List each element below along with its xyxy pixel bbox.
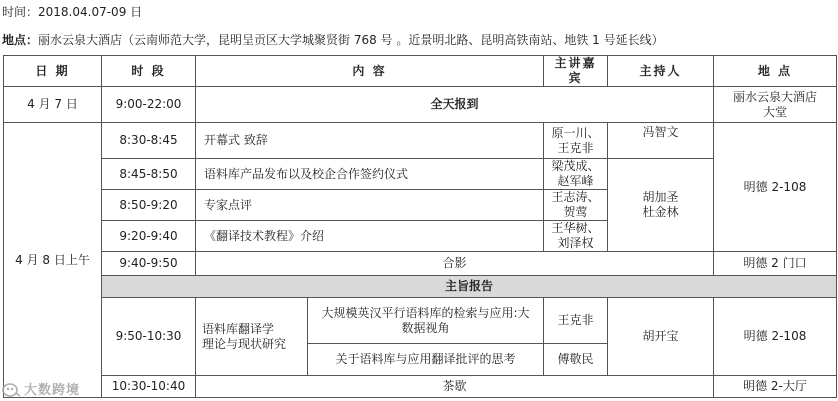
venue-line xyxy=(2,31,664,48)
header-speaker: 主讲嘉宾 xyxy=(544,56,608,87)
keynote-time: 9:50-10:30 xyxy=(102,298,196,376)
photo-content: 合影 xyxy=(196,252,714,276)
venue-label: 地点： xyxy=(2,33,39,47)
table-row xyxy=(4,159,837,190)
header-row xyxy=(4,56,837,87)
loc-a: 明德 2-108 xyxy=(714,123,837,252)
day1-time: 9:00-22:00 xyxy=(102,87,196,123)
row-content: 专家点评 xyxy=(196,190,544,221)
watermark xyxy=(2,379,80,399)
talk2-speaker: 傅敬民 xyxy=(544,344,608,376)
time-line xyxy=(2,3,142,20)
day1-date: 4 月 7 日 xyxy=(4,87,102,123)
row-time: 9:20-9:40 xyxy=(102,221,196,252)
watermark-logo-icon xyxy=(2,383,24,398)
header-date: 日 期 xyxy=(4,56,102,87)
day2-date: 4 月 8 日上午 xyxy=(4,123,102,398)
break-row xyxy=(4,376,837,398)
photo-time: 9:40-9:50 xyxy=(102,252,196,276)
time-value: 2018.04.07-09 日 xyxy=(38,5,143,19)
keynote-host: 胡开宝 xyxy=(608,298,714,376)
schedule-table xyxy=(3,55,837,398)
row-speaker: 王华树、刘泽权 xyxy=(544,221,608,252)
photo-location: 明德 2 门口 xyxy=(714,252,837,276)
host-b-line1: 胡加圣 xyxy=(642,190,679,204)
day1-content: 全天报到 xyxy=(196,87,714,123)
break-time: 10:30-10:40 xyxy=(102,376,196,398)
venue-value: 丽水云泉大酒店（云南师范大学，昆明呈贡区大学城聚贤街 768 号 。近景明北路、昆明高铁南站、地铁 1 号延长线） xyxy=(38,33,664,47)
host-b-line2: 杜金林 xyxy=(642,205,679,219)
header-location: 地 点 xyxy=(714,56,837,87)
break-content: 茶歇 xyxy=(196,376,714,398)
header-time: 时 段 xyxy=(102,56,196,87)
row-time: 8:45-8:50 xyxy=(102,159,196,190)
day1-location-line1: 丽水云泉大酒店 xyxy=(732,89,817,104)
table-row xyxy=(4,123,837,159)
watermark-text: 大数跨境 xyxy=(24,382,81,398)
header-host: 主持人 xyxy=(608,56,714,87)
break-location: 明德 2-大厅 xyxy=(714,376,837,398)
keynote-topic xyxy=(196,298,308,376)
photo-row xyxy=(4,252,837,276)
keynote-location: 明德 2-108 xyxy=(714,298,837,376)
time-label: 时间： xyxy=(2,5,39,19)
row-speaker: 原一川、王克非 xyxy=(544,123,608,159)
keynote-topic-line1: 语料库翻译学 xyxy=(202,321,275,336)
talk1-title-line1: 大规模英汉平行语料库的检索与应用:大 xyxy=(321,305,530,320)
host-a: 冯智文 xyxy=(608,123,714,159)
talk2-title: 关于语料库与应用翻译批评的思考 xyxy=(308,344,544,376)
keynote-topic-line2: 理论与现状研究 xyxy=(202,336,287,351)
day1-location-line2: 大堂 xyxy=(762,104,787,119)
row-time: 8:30-8:45 xyxy=(102,123,196,159)
host-b xyxy=(608,159,714,252)
talk1-speaker: 王克非 xyxy=(544,298,608,344)
day1-location xyxy=(714,87,837,123)
row-content: 语料库产品发布以及校企合作签约仪式 xyxy=(196,159,544,190)
keynote-row-1 xyxy=(4,298,837,344)
row-content: 开幕式 致辞 xyxy=(196,123,544,159)
header-content: 内 容 xyxy=(196,56,544,87)
row-time: 8:50-9:20 xyxy=(102,190,196,221)
row-speaker: 梁茂成、赵军峰 xyxy=(544,159,608,190)
day1-row xyxy=(4,87,837,123)
talk1-title-line2: 数据视角 xyxy=(401,320,450,335)
row-content: 《翻译技术教程》介绍 xyxy=(196,221,544,252)
keynote-header-row xyxy=(4,276,837,298)
keynote-header: 主旨报告 xyxy=(102,276,837,298)
row-speaker: 王志涛、 贺莺 xyxy=(544,190,608,221)
talk1-title xyxy=(308,298,544,344)
